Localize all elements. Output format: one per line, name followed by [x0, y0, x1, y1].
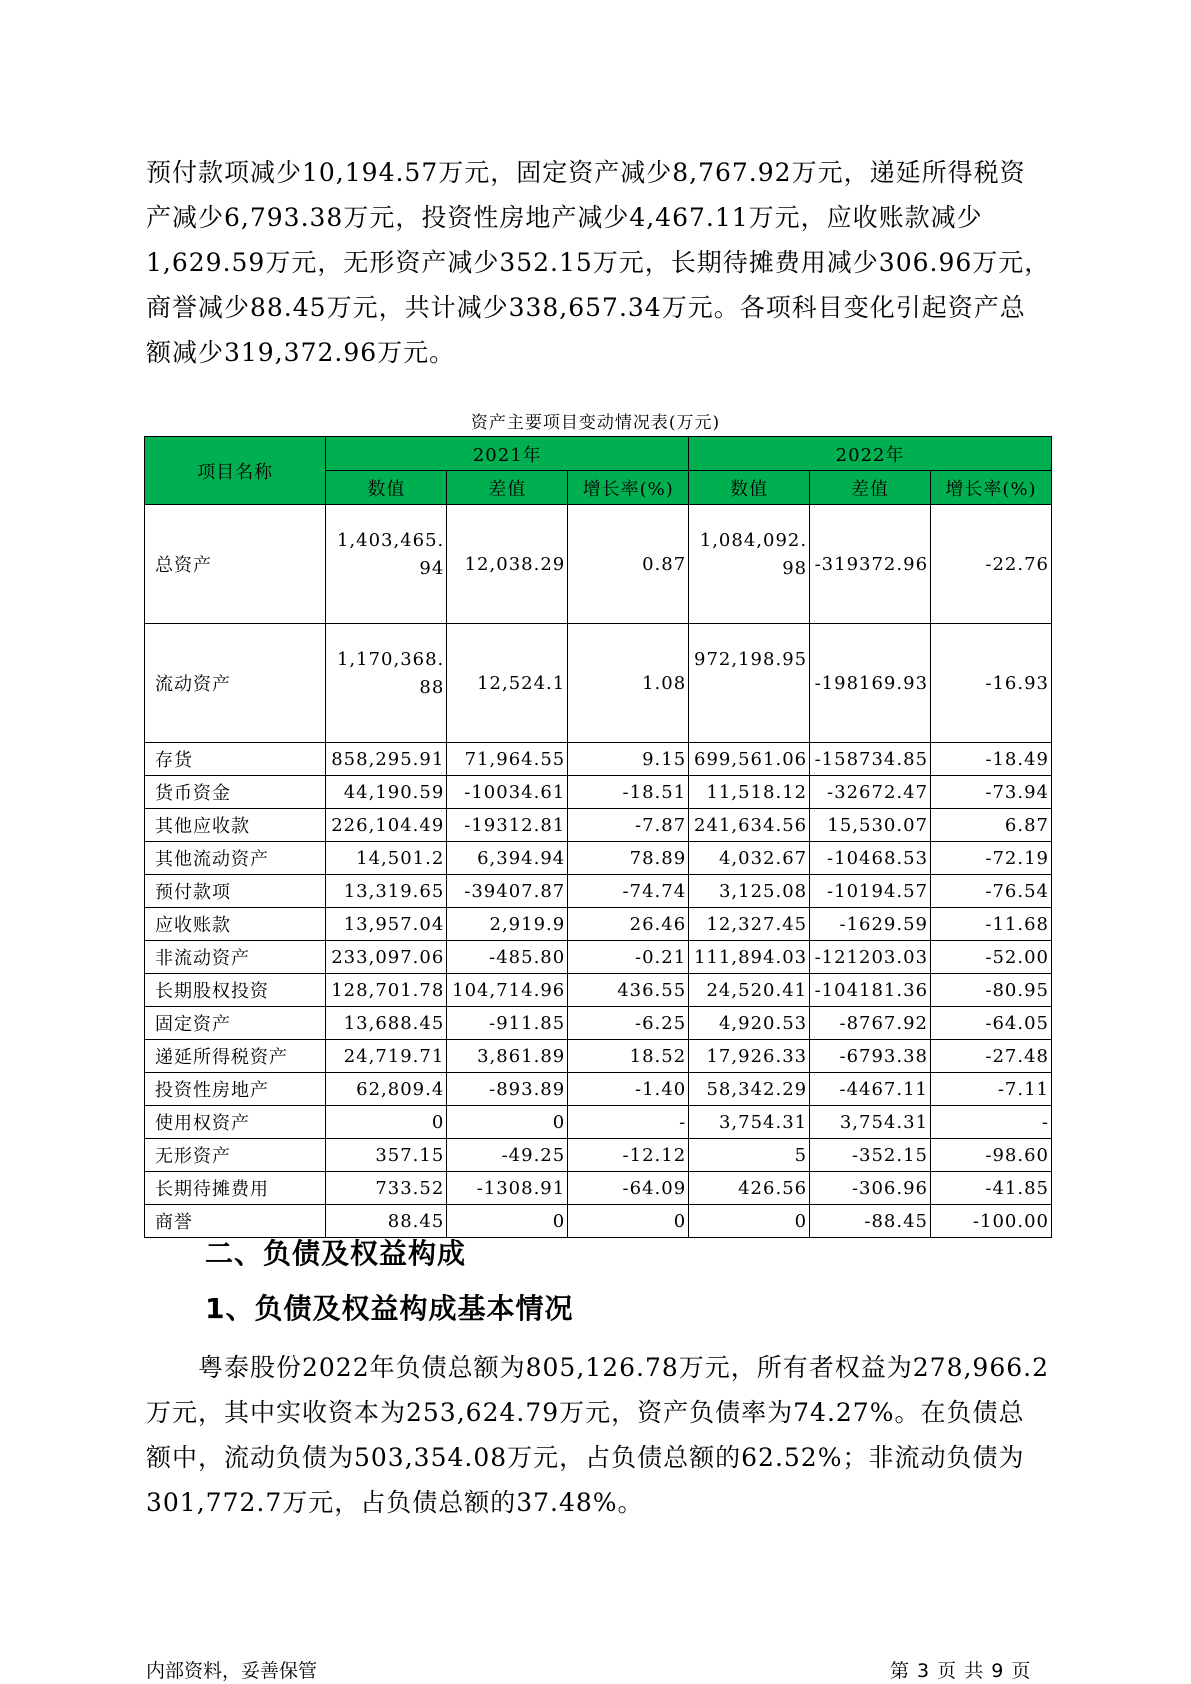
cell-growth-2022: -80.95	[931, 974, 1052, 1007]
header-value-2021: 数值	[326, 471, 447, 505]
intro-line: 预付款项减少10,194.57万元，固定资产减少8,767.92万元，递延所得税资	[146, 158, 1026, 187]
cell-diff-2021: -39407.87	[447, 875, 568, 908]
header-item-name: 项目名称	[145, 437, 326, 505]
table-row	[145, 809, 1052, 842]
cell-growth-2021: -7.87	[568, 809, 689, 842]
row-item-name: 流动资产	[145, 624, 326, 743]
cell-value-2021: 858,295.91	[326, 743, 447, 776]
header-year-2022: 2022年	[689, 437, 1052, 471]
table-row	[145, 1040, 1052, 1073]
table-row	[145, 842, 1052, 875]
cell-growth-2021: -0.21	[568, 941, 689, 974]
row-item-name: 无形资产	[145, 1139, 326, 1172]
row-item-name: 长期股权投资	[145, 974, 326, 1007]
cell-diff-2021: -1308.91	[447, 1172, 568, 1205]
cell-diff-2022: -10468.53	[810, 842, 931, 875]
cell-value-2021	[326, 505, 447, 624]
row-item-name: 其他流动资产	[145, 842, 326, 875]
cell-value-2022	[689, 624, 810, 743]
cell-growth-2022: -52.00	[931, 941, 1052, 974]
cell-value-2022: 111,894.03	[689, 941, 810, 974]
cell-growth-2021: 0.87	[568, 505, 689, 624]
table-row	[145, 505, 1052, 624]
cell-value-text: 1,403,465.94	[336, 530, 445, 579]
cell-diff-2021: 71,964.55	[447, 743, 568, 776]
cell-diff-2022: 3,754.31	[810, 1106, 931, 1139]
cell-diff-2021: -10034.61	[447, 776, 568, 809]
cell-growth-2021: -6.25	[568, 1007, 689, 1040]
cell-value-2022: 5	[689, 1139, 810, 1172]
asset-change-table	[144, 436, 1052, 1238]
intro-line: 产减少6,793.38万元，投资性房地产减少4,467.11万元，应收账款减少	[146, 203, 983, 232]
cell-value-2021: 226,104.49	[326, 809, 447, 842]
cell-growth-2022: -100.00	[931, 1205, 1052, 1238]
cell-diff-2022: -306.96	[810, 1172, 931, 1205]
cell-growth-2022: -41.85	[931, 1172, 1052, 1205]
intro-line: 额减少319,372.96万元。	[146, 338, 456, 367]
cell-diff-2021: 2,919.9	[447, 908, 568, 941]
cell-value-2022: 17,926.33	[689, 1040, 810, 1073]
cell-growth-2022: -72.19	[931, 842, 1052, 875]
table-row	[145, 1172, 1052, 1205]
subsection-heading: 1、负债及权益构成基本情况	[205, 1292, 574, 1325]
cell-value-2021: 88.45	[326, 1205, 447, 1238]
row-item-name: 预付款项	[145, 875, 326, 908]
row-item-name: 应收账款	[145, 908, 326, 941]
cell-value-text: 972,198.95	[694, 649, 808, 670]
cell-diff-2022: -4467.11	[810, 1073, 931, 1106]
cell-value-2022: 699,561.06	[689, 743, 810, 776]
cell-value-2021: 62,809.4	[326, 1073, 447, 1106]
cell-growth-2022: -64.05	[931, 1007, 1052, 1040]
cell-growth-2021: 1.08	[568, 624, 689, 743]
liability-paragraph	[146, 1345, 1056, 1525]
cell-growth-2022: -7.11	[931, 1073, 1052, 1106]
table-row	[145, 1073, 1052, 1106]
intro-line: 1,629.59万元，无形资产减少352.15万元，长期待摊费用减少306.96万元，	[146, 248, 1051, 277]
cell-diff-2021: 0	[447, 1205, 568, 1238]
cell-diff-2022: -121203.03	[810, 941, 931, 974]
cell-value-2021: 14,501.2	[326, 842, 447, 875]
cell-value-2021: 0	[326, 1106, 447, 1139]
header-diff-2022: 差值	[810, 471, 931, 505]
row-item-name: 总资产	[145, 505, 326, 624]
cell-growth-2021: -12.12	[568, 1139, 689, 1172]
cell-growth-2021: -18.51	[568, 776, 689, 809]
row-item-name: 递延所得税资产	[145, 1040, 326, 1073]
cell-value-2021: 13,319.65	[326, 875, 447, 908]
cell-growth-2021: -	[568, 1106, 689, 1139]
cell-value-2021: 233,097.06	[326, 941, 447, 974]
cell-value-2022: 58,342.29	[689, 1073, 810, 1106]
cell-growth-2021: -1.40	[568, 1073, 689, 1106]
cell-value-2021: 13,957.04	[326, 908, 447, 941]
intro-line: 商誉减少88.45万元，共计减少338,657.34万元。各项科目变化引起资产总	[146, 293, 1026, 322]
table-row	[145, 875, 1052, 908]
table-row	[145, 1106, 1052, 1139]
header-growth-2021: 增长率(%)	[568, 471, 689, 505]
cell-diff-2022: -6793.38	[810, 1040, 931, 1073]
cell-value-2021	[326, 624, 447, 743]
cell-growth-2022: -18.49	[931, 743, 1052, 776]
liability-line: 301,772.7万元，占负债总额的37.48%。	[146, 1488, 644, 1517]
cell-diff-2022: -198169.93	[810, 624, 931, 743]
cell-growth-2022: -22.76	[931, 505, 1052, 624]
cell-diff-2021: 6,394.94	[447, 842, 568, 875]
cell-diff-2021: 3,861.89	[447, 1040, 568, 1073]
cell-value-2022: 3,754.31	[689, 1106, 810, 1139]
cell-value-2022: 4,032.67	[689, 842, 810, 875]
intro-paragraph	[146, 150, 1056, 375]
cell-value-2021: 24,719.71	[326, 1040, 447, 1073]
cell-diff-2022: -32672.47	[810, 776, 931, 809]
liability-line: 万元，其中实收资本为253,624.79万元，资产负债率为74.27%。在负债总	[146, 1398, 1025, 1427]
table-row	[145, 1007, 1052, 1040]
cell-growth-2021: 18.52	[568, 1040, 689, 1073]
row-item-name: 长期待摊费用	[145, 1172, 326, 1205]
cell-diff-2022: -158734.85	[810, 743, 931, 776]
cell-diff-2021: -485.80	[447, 941, 568, 974]
cell-diff-2021: 104,714.96	[447, 974, 568, 1007]
cell-value-text: 1,170,368.88	[336, 649, 445, 698]
cell-growth-2022: -27.48	[931, 1040, 1052, 1073]
cell-value-text: 1,084,092.98	[699, 530, 808, 579]
cell-growth-2021: 26.46	[568, 908, 689, 941]
cell-value-2021: 733.52	[326, 1172, 447, 1205]
cell-growth-2021: -64.09	[568, 1172, 689, 1205]
cell-value-2021: 13,688.45	[326, 1007, 447, 1040]
header-diff-2021: 差值	[447, 471, 568, 505]
cell-diff-2021: -19312.81	[447, 809, 568, 842]
table-row	[145, 908, 1052, 941]
row-item-name: 固定资产	[145, 1007, 326, 1040]
table-row	[145, 941, 1052, 974]
table-row	[145, 974, 1052, 1007]
header-growth-2022: 增长率(%)	[931, 471, 1052, 505]
table-row	[145, 1139, 1052, 1172]
row-item-name: 使用权资产	[145, 1106, 326, 1139]
cell-growth-2022: 6.87	[931, 809, 1052, 842]
cell-value-2021: 44,190.59	[326, 776, 447, 809]
cell-diff-2022: -104181.36	[810, 974, 931, 1007]
cell-diff-2022: -1629.59	[810, 908, 931, 941]
cell-value-2021: 357.15	[326, 1139, 447, 1172]
cell-diff-2022: 15,530.07	[810, 809, 931, 842]
cell-diff-2021: 12,524.1	[447, 624, 568, 743]
header-year-2021: 2021年	[326, 437, 689, 471]
row-item-name: 商誉	[145, 1205, 326, 1238]
cell-diff-2022: -319372.96	[810, 505, 931, 624]
cell-growth-2021: -74.74	[568, 875, 689, 908]
cell-value-2022: 24,520.41	[689, 974, 810, 1007]
table-row	[145, 743, 1052, 776]
cell-growth-2021: 0	[568, 1205, 689, 1238]
liability-line: 粤泰股份2022年负债总额为805,126.78万元，所有者权益为278,966.2	[146, 1353, 1049, 1382]
cell-growth-2021: 9.15	[568, 743, 689, 776]
cell-value-2022: 12,327.45	[689, 908, 810, 941]
cell-value-2022: 241,634.56	[689, 809, 810, 842]
cell-value-2022	[689, 505, 810, 624]
cell-value-2022: 4,920.53	[689, 1007, 810, 1040]
cell-growth-2022: -	[931, 1106, 1052, 1139]
cell-diff-2021: -893.89	[447, 1073, 568, 1106]
footer-confidential: 内部资料，妥善保管	[146, 1660, 318, 1682]
row-item-name: 其他应收款	[145, 809, 326, 842]
row-item-name: 非流动资产	[145, 941, 326, 974]
row-item-name: 存货	[145, 743, 326, 776]
table-caption: 资产主要项目变动情况表(万元)	[470, 413, 721, 433]
table-row	[145, 776, 1052, 809]
cell-value-2022: 3,125.08	[689, 875, 810, 908]
cell-diff-2022: -88.45	[810, 1205, 931, 1238]
table-row	[145, 624, 1052, 743]
cell-diff-2022: -352.15	[810, 1139, 931, 1172]
cell-growth-2022: -11.68	[931, 908, 1052, 941]
cell-value-2022: 0	[689, 1205, 810, 1238]
cell-growth-2022: -98.60	[931, 1139, 1052, 1172]
liability-line: 额中，流动负债为503,354.08万元，占负债总额的62.52%；非流动负债为	[146, 1443, 1025, 1472]
header-value-2022: 数值	[689, 471, 810, 505]
cell-diff-2021: -911.85	[447, 1007, 568, 1040]
cell-diff-2021: -49.25	[447, 1139, 568, 1172]
footer-page-number: 第 3 页 共 9 页	[890, 1660, 1032, 1682]
cell-diff-2022: -8767.92	[810, 1007, 931, 1040]
cell-growth-2021: 78.89	[568, 842, 689, 875]
cell-value-2021: 128,701.78	[326, 974, 447, 1007]
row-item-name: 货币资金	[145, 776, 326, 809]
cell-growth-2021: 436.55	[568, 974, 689, 1007]
section-heading: 二、负债及权益构成	[205, 1237, 467, 1270]
table-body	[145, 505, 1052, 1238]
cell-value-2022: 11,518.12	[689, 776, 810, 809]
cell-value-2022: 426.56	[689, 1172, 810, 1205]
cell-growth-2022: -16.93	[931, 624, 1052, 743]
cell-diff-2022: -10194.57	[810, 875, 931, 908]
cell-growth-2022: -73.94	[931, 776, 1052, 809]
cell-diff-2021: 12,038.29	[447, 505, 568, 624]
cell-growth-2022: -76.54	[931, 875, 1052, 908]
cell-diff-2021: 0	[447, 1106, 568, 1139]
row-item-name: 投资性房地产	[145, 1073, 326, 1106]
